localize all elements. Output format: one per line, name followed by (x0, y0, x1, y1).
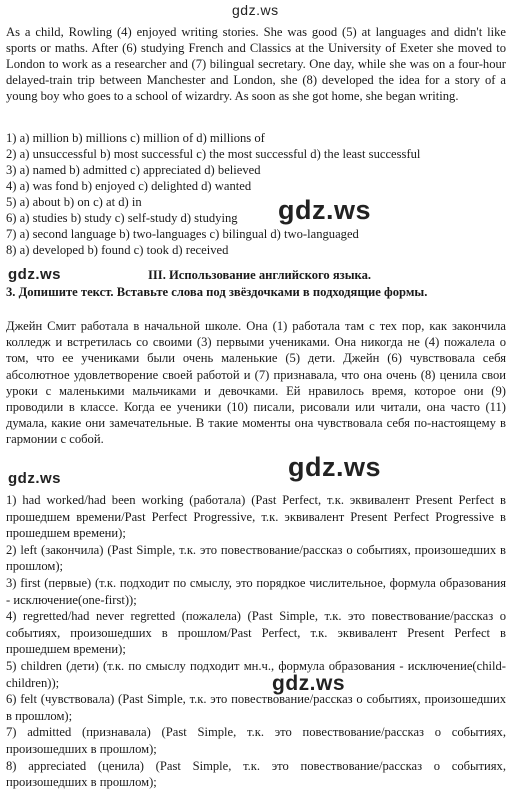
answer-item-1: 1) had worked/had been working (работала) (Past Perfect, т.к. эквивалент Present Perfect в прошедшем времени/Past Perfect Progressive, т.к. эквивалент Present Perfect Progressive в прошедшем времени); (6, 493, 506, 541)
watermark-small-2: gdz.ws (8, 470, 62, 487)
option-line-6: 6) a) studies b) study c) self-study d) studying (6, 211, 238, 225)
english-text: As a child, Rowling (4) enjoyed writing stories. She was good (5) at languages and didn't like sports or maths. After (6) studying French and Classics at the University of Exeter she moved to London to work as a researcher and (7) bilingual secretary. One day, while she was on a four-hour delayed-train trip between Manchester and London, she (8) developed the idea for a story of a young boy who goes to a school of wizardry. As soon as she got home, she began writing. (6, 25, 506, 103)
option-line-7: 7) a) second language b) two-languages c) bilingual d) two-languaged (6, 227, 359, 241)
watermark-bottom: gdz.ws (272, 672, 346, 695)
option-line-2: 2) a) unsuccessful b) most successful c) the most successful d) the least successful (6, 147, 421, 161)
option-line-4: 4) a) was fond b) enjoyed c) delighted d) wanted (6, 179, 252, 193)
answer-item-2: 2) left (закончила) (Past Simple, т.к. это повествование/рассказ о событиях, произошедших в прошлом); (6, 542, 506, 574)
russian-paragraph: Джейн Смит работала в начальной школе. Она (1) работала там с тех пор, как закончила колледж и встретилась со своими (3) первыми учениками. Она никогда не (4) пожалела о том, что ее учениками были очень маленькие (5) дети. Джейн (6) чувствовала себя абсолютное удовлетворение своей работой и (7) признавала, что она очень (8) ценила свои уроки с маленькими мальчиками и девочками. Ей нравилось время, которое они (9) проводили в классе. Когда ее ученики (10) писали, рисовали или читали, она часто (11) думала, какие они замечательные. В такие моменты она чувствовала себя по-настоящему в гармонии с собой. (6, 319, 506, 447)
option-line-8: 8) a) developed b) found c) took d) received (6, 243, 229, 257)
answer-item-4: 4) regretted/had never regretted (пожалела) (Past Simple, т.к. это повествование/рассказ о событиях, произошедших в прошлом/Past Perfect, т.к. эквивалент Present Perfect в прошедшем времени); (6, 609, 506, 657)
answer-item-3: 3) first (первые) (т.к. подходит по смыслу, это порядкое числительное, формула образования - исключение(one-first)); (6, 575, 506, 607)
answer-item-8: 8) appreciated (ценила) (Past Simple, т.к. это повествование/рассказ о событиях, произошедших в прошлом); (6, 758, 506, 790)
section-title: III. Использование английского языка. (148, 268, 372, 282)
answer-item-6: 6) felt (чувствовала) (Past Simple, т.к. это повествование/рассказ о событиях, произошедших в прошлом); (6, 692, 506, 723)
watermark-top: gdz.ws (232, 2, 279, 18)
option-line-5: 5) a) about b) on c) at d) in (6, 195, 142, 209)
english-paragraph (6, 25, 506, 105)
watermark-mid-2: gdz.ws (288, 452, 382, 482)
watermark-small-1: gdz.ws (8, 266, 62, 283)
option-line-3: 3) a) named b) admitted c) appreciated d) believed (6, 163, 261, 177)
answer-item-5: 5) children (дети) (т.к. по смыслу подходит мн.ч., формула образования - исключение(child-children)); (6, 658, 506, 690)
option-line-1: 1) a) million b) millions c) million of d) millions of (6, 131, 265, 145)
task-title: 3. Допишите текст. Вставьте слова под звёздочками в подходящие формы. (6, 285, 428, 299)
watermark-mid-1: gdz.ws (278, 195, 372, 225)
answer-item-7: 7) admitted (признавала) (Past Simple, т.к. это повествование/рассказ о событиях, произошедших в прошлом); (6, 725, 506, 756)
answers-list (6, 492, 506, 791)
answer-options-list (6, 130, 506, 258)
